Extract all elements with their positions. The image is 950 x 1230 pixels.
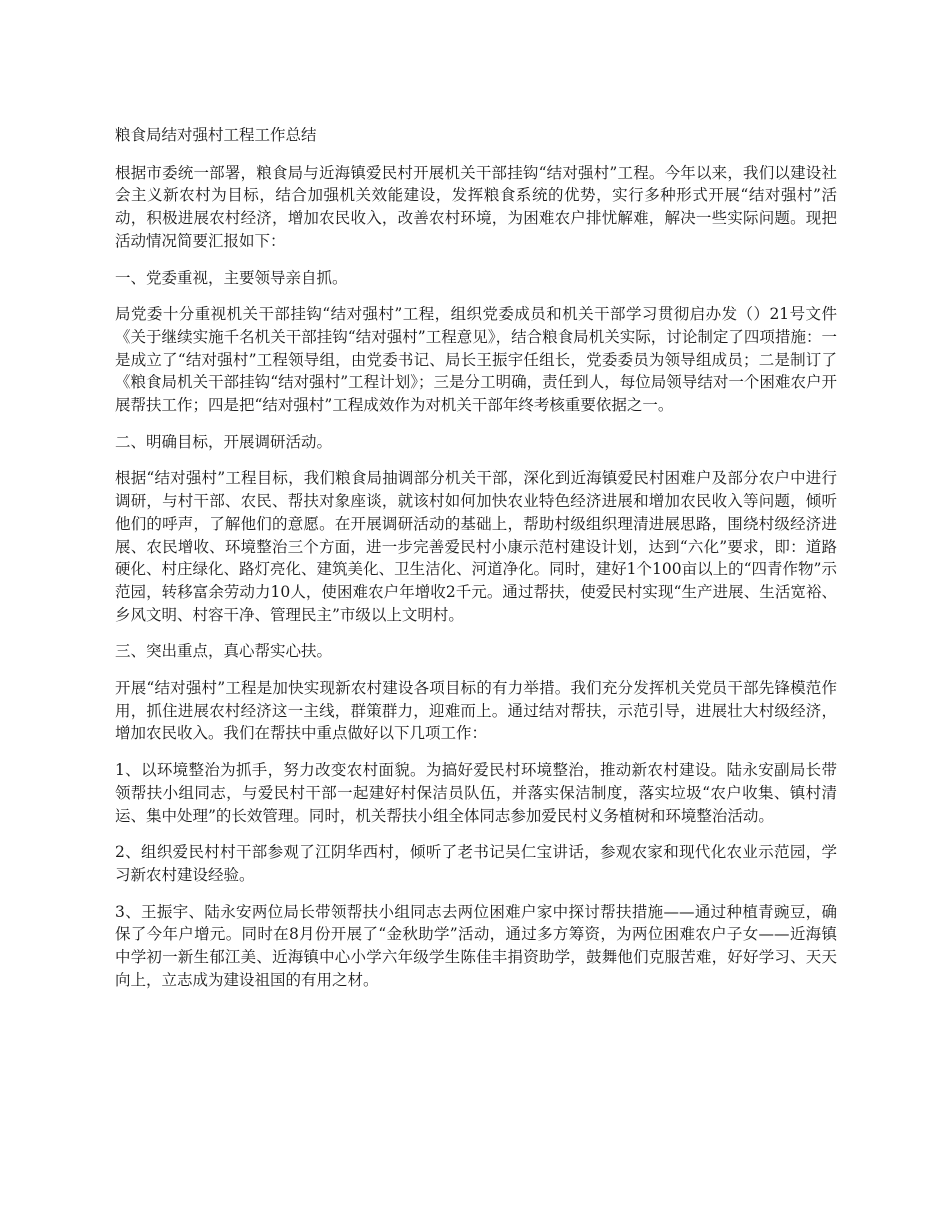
document-title: 粮食局结对强村工程工作总结 <box>115 126 317 144</box>
work-item-2: 2、组织爱民村村干部参观了江阴华西村，倾听了老书记吴仁宝讲话，参观农家和现代化农业示范园，学习新农村建设经验。 <box>115 843 837 884</box>
section-1-paragraph: 局党委十分重视机关干部挂钩“结对强村”工程，组织党委成员和机关干部学习贯彻启办发（）21号文件《关于继续实施千名机关干部挂钩“结对强村”工程意见》，结合粮食局机关实际，讨论制定了四项措施：一是成立了“结对强村”工程领导组，由党委书记、局长王振宇任组长，党委委员为领导组成员；二是制订了《粮食局机关干部挂钩“结对强村”工程计划》；三是分工明确，责任到人，每位局领导结对一个困难农户开展帮扶工作；四是把“结对强村”工程成效作为对机关干部年终考核重要依据之一。 <box>115 305 837 415</box>
document-page <box>115 124 837 1006</box>
work-item-1: 1、以环境整治为抓手，努力改变农村面貌。为搞好爱民村环境整治，推动新农村建设。陆永安副局长带领帮扶小组同志，与爱民村干部一起建好村保洁员队伍，并落实保洁制度，落实垃圾“农户收集、镇村清运、集中处理”的长效管理。同时，机关帮扶小组全体同志参加爱民村义务植树和环境整治活动。 <box>115 761 837 825</box>
section-2-paragraph: 根据“结对强村”工程目标，我们粮食局抽调部分机关干部，深化到近海镇爱民村困难户及部分农户中进行调研，与村干部、农民、帮扶对象座谈，就该村如何加快农业特色经济进展和增加农民收入等问题，倾听他们的呼声，了解他们的意愿。在开展调研活动的基础上，帮助村级组织理清进展思路，围绕村级经济进展、农民增收、环境整治三个方面，进一步完善爱民村小康示范村建设计划，达到“六化”要求，即：道路硬化、村庄绿化、路灯亮化、建筑美化、卫生洁化、河道净化。同时，建好1个100亩以上的“四青作物”示范园，转移富余劳动力10人，使困难农户年增收2千元。通过帮扶，使爱民村实现“生产进展、生活宽裕、乡风文明、村容干净、管理民主”市级以上文明村。 <box>115 469 837 624</box>
section-3-paragraph: 开展“结对强村”工程是加快实现新农村建设各项目标的有力举措。我们充分发挥机关党员干部先锋模范作用，抓住进展农村经济这一主线，群策群力，迎难而上。通过结对帮扶，示范引导，进展壮大村级经济，增加农民收入。我们在帮扶中重点做好以下几项工作： <box>115 679 837 743</box>
section-heading-2: 二、明确目标，开展调研活动。 <box>115 432 333 451</box>
section-heading-1: 一、党委重视，主要领导亲自抓。 <box>115 268 348 287</box>
section-heading-3: 三、突出重点，真心帮实心扶。 <box>115 642 333 661</box>
intro-paragraph: 根据市委统一部署，粮食局与近海镇爱民村开展机关干部挂钩“结对强村”工程。今年以来，我们以建设社会主义新农村为目标，结合加强机关效能建设，发挥粮食系统的优势，实行多种形式开展“结对强村”活动，积极进展农村经济，增加农民收入，改善农村环境，为困难农户排忧解难，解决一些实际问题。现把活动情况简要汇报如下： <box>115 163 837 250</box>
work-item-3: 3、王振宇、陆永安两位局长带领帮扶小组同志去两位困难户家中探讨帮扶措施——通过种植青豌豆，确保了今年户增元。同时在8月份开展了“金秋助学”活动，通过多方筹资，为两位困难农户子女——近海镇中学初一新生郁江美、近海镇中心小学六年级学生陈佳丰捐资助学，鼓舞他们克服苦难，好好学习、天天向上，立志成为建设祖国的有用之材。 <box>115 902 837 989</box>
